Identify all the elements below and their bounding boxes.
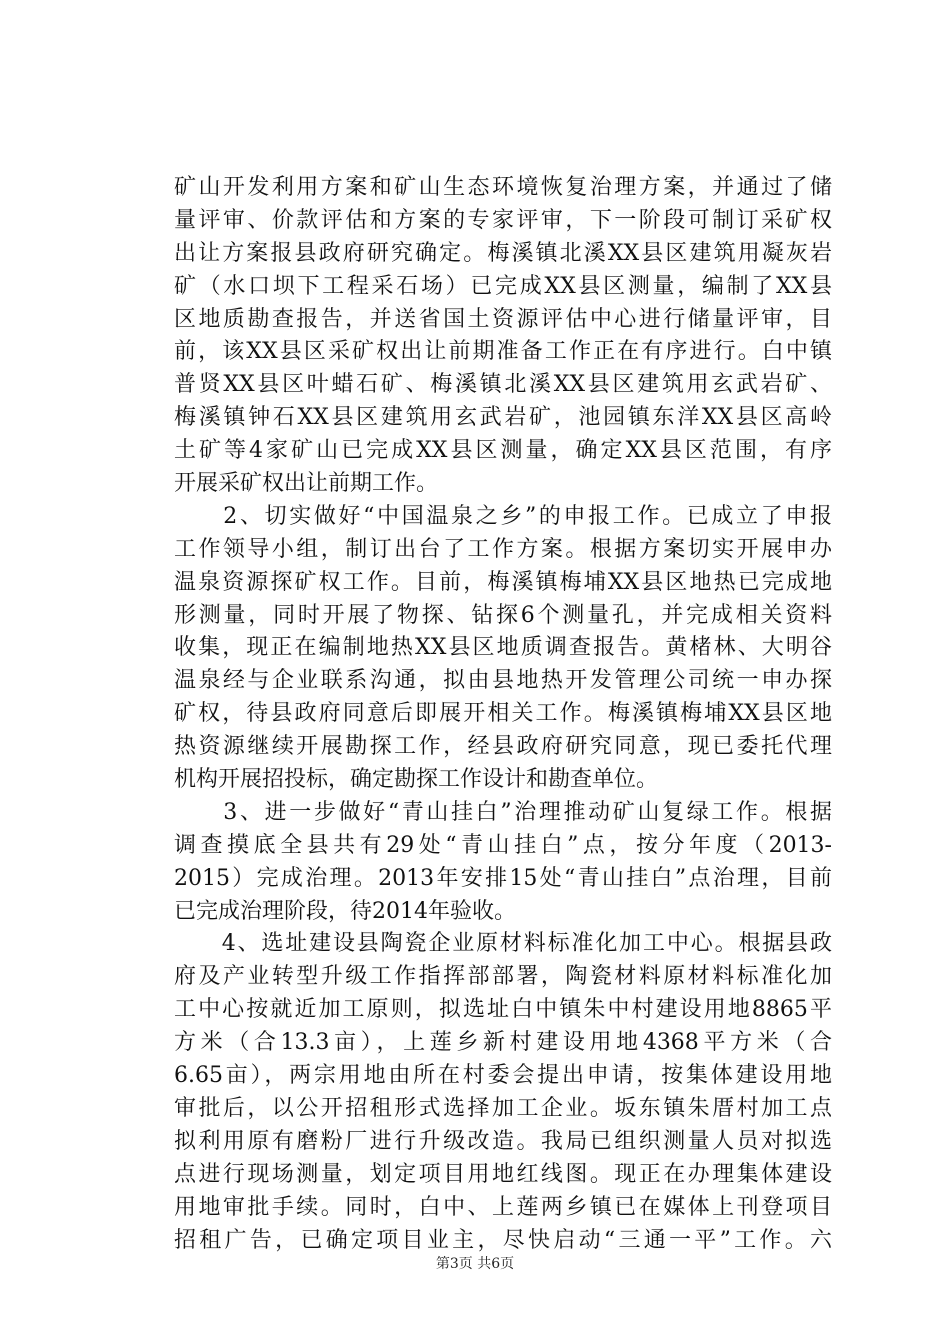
text-line: 矿（水口坝下工程采石场）已完成XX县区测量，编制了XX县 <box>174 273 832 299</box>
text-line: 形测量，同时开展了物探、钻探6个测量孔，并完成相关资料 <box>174 602 832 628</box>
text-line: 3、进一步做好“青山挂白”治理推动矿山复绿工作。根据 <box>174 799 832 825</box>
text-line: 拟利用原有磨粉厂进行升级改造。我局已组织测量人员对拟选 <box>174 1128 832 1154</box>
text-line: 矿山开发利用方案和矿山生态环境恢复治理方案，并通过了储 <box>174 175 832 200</box>
text-line: 普贤XX县区叶蜡石矿、梅溪镇北溪XX县区建筑用玄武岩矿、 <box>174 372 832 398</box>
text-line: 量评审、价款评估和方案的专家评审，下一阶段可制订采矿权 <box>174 207 832 233</box>
text-line: 调查摸底全县共有29处“青山挂白”点，按分年度（2013- <box>174 832 832 858</box>
text-line: 土矿等4家矿山已完成XX县区测量，确定XX县区范围，有序 <box>174 438 832 464</box>
text-line: 温泉经与企业联系沟通，拟由县地热开发管理公司统一申办探 <box>174 668 832 694</box>
text-line: 用地审批手续。同时，白中、上莲两乡镇已在媒体上刊登项目 <box>174 1194 832 1220</box>
text-line: 招租广告，已确定项目业主，尽快启动“三通一平”工作。六 <box>174 1227 832 1253</box>
text-line: 机构开展招投标，确定勘探工作设计和勘查单位。 <box>174 767 659 793</box>
text-line: 工作领导小组，制订出台了工作方案。根据方案切实开展申办 <box>174 536 832 562</box>
text-line: 已完成治理阶段，待2014年验收。 <box>174 898 516 924</box>
text-line: 出让方案报县政府研究确定。梅溪镇北溪XX县区建筑用凝灰岩 <box>174 240 832 266</box>
text-line: 区地质勘查报告，并送省国土资源评估中心进行储量评审，目 <box>174 306 832 332</box>
text-line: 前，该XX县区采矿权出让前期准备工作正在有序进行。白中镇 <box>174 339 832 365</box>
text-line: 点进行现场测量，划定项目用地红线图。现正在办理集体建设 <box>174 1161 832 1187</box>
text-line: 工中心按就近加工原则，拟选址白中镇朱中村建设用地8865平 <box>174 997 832 1023</box>
text-line: 2、切实做好“中国温泉之乡”的申报工作。已成立了申报 <box>174 503 832 529</box>
text-line: 热资源继续开展勘探工作，经县政府研究同意，现已委托代理 <box>174 734 832 760</box>
text-line: 4、选址建设县陶瓷企业原材料标准化加工中心。根据县政 <box>174 931 832 957</box>
text-line: 方米（合13.3亩），上莲乡新村建设用地4368平方米（合 <box>174 1030 832 1056</box>
document-body <box>174 172 832 1257</box>
text-line: 审批后，以公开招租形式选择加工企业。坂东镇朱厝村加工点 <box>174 1095 832 1121</box>
text-line: 府及产业转型升级工作指挥部部署，陶瓷材料原材料标准化加 <box>174 964 832 990</box>
page-footer: 第3页 共6页 <box>435 1256 515 1272</box>
text-line: 收集，现正在编制地热XX县区地质调查报告。黄楮林、大明谷 <box>174 635 832 661</box>
text-line: 2015）完成治理。2013年安排15处“青山挂白”点治理，目前 <box>174 865 832 891</box>
text-line: 温泉资源探矿权工作。目前，梅溪镇梅埔XX县区地热已完成地 <box>174 569 832 595</box>
text-line: 开展采矿权出让前期工作。 <box>174 471 439 497</box>
text-line: 矿权，待县政府同意后即展开相关工作。梅溪镇梅埔XX县区地 <box>174 701 832 727</box>
text-line: 梅溪镇钟石XX县区建筑用玄武岩矿，池园镇东洋XX县区高岭 <box>174 405 832 431</box>
text-line: 6.65亩），两宗用地由所在村委会提出申请，按集体建设用地 <box>174 1063 832 1089</box>
